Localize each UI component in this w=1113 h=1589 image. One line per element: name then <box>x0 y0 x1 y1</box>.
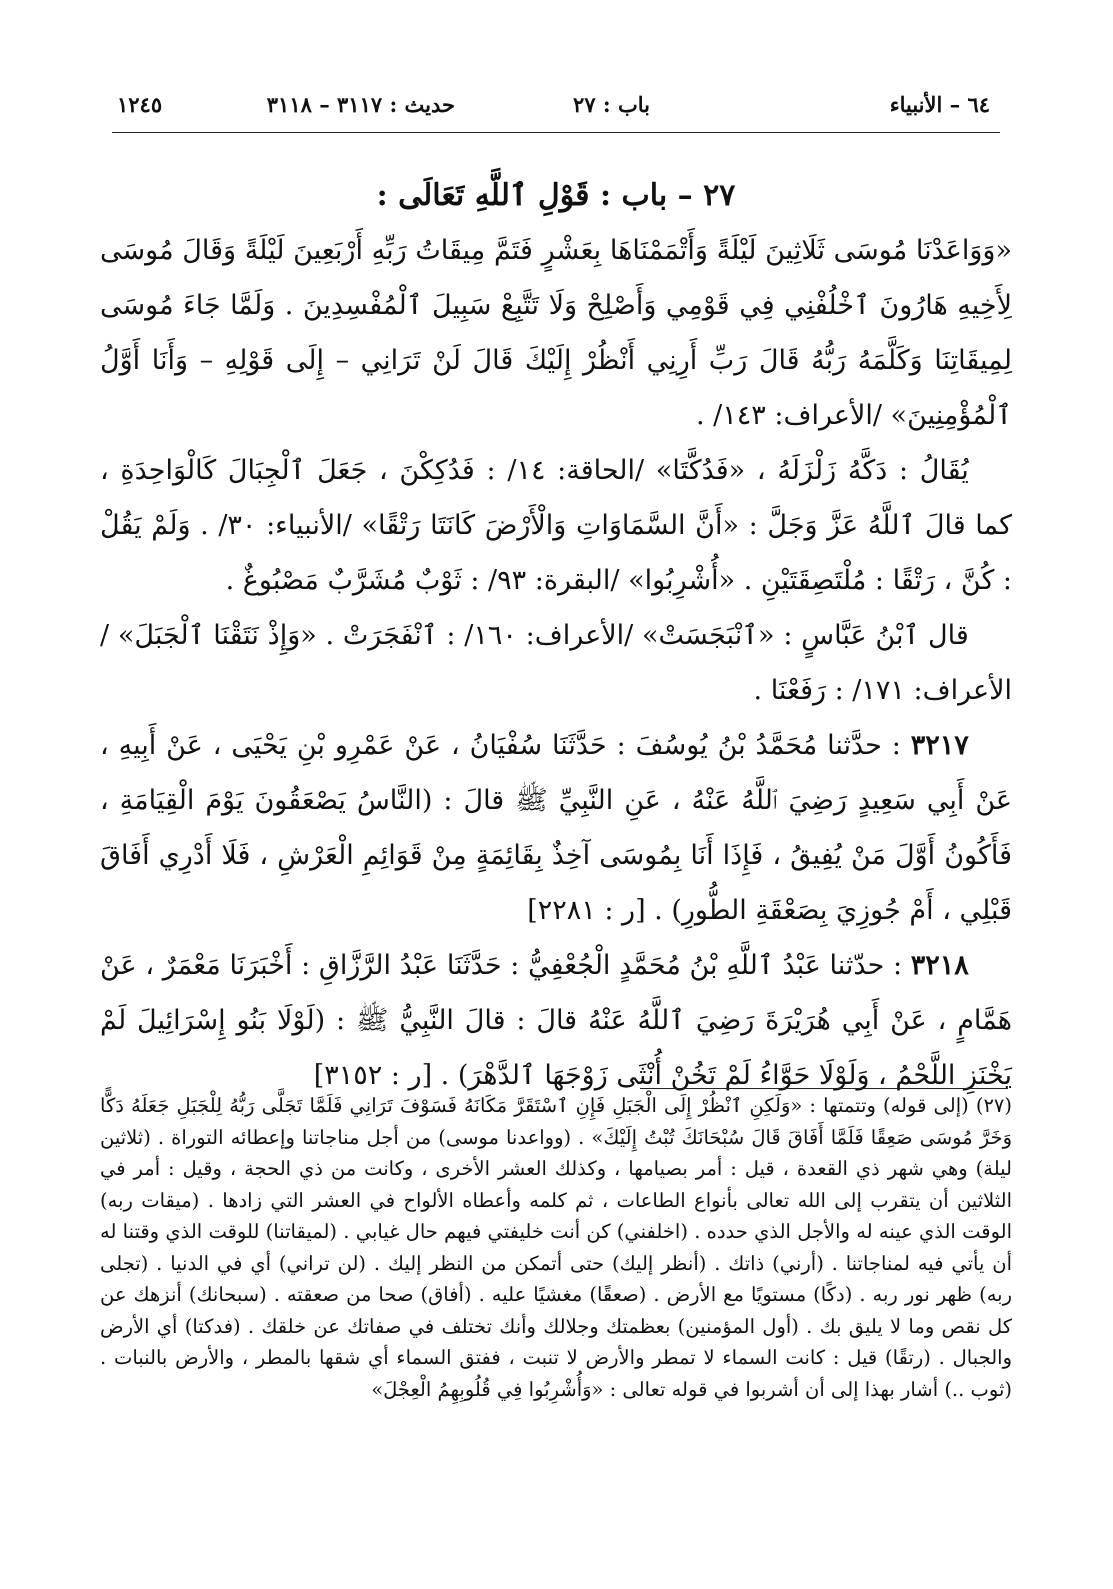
hadith-text: : حدّثنا عَبْدُ ٱللَّهِ بْنُ مُحَمَّدٍ الْجُعْفِيُّ : حَدَّثَنَا عَبْدُ الرَّزَّاقِ : أَخْبَرَنَا مَعْمَرٌ ، عَنْ هَمَّامٍ ، عَنْ أَبِي هُرَيْرَةَ رَضِيَ ٱللَّهُ عَنْهُ قالَ : قالَ النَّبِيُّ ﷺ : (لَوْلَا بَنُو إِسْرَائِيلَ لَمْ يَخْنَزِ اللَّحْمُ ، وَلَوْلَا حَوَّاءُ لَمْ تَخُنْ أُنْثَى زَوْجَهَا ٱلدَّهْرَ) . [ر : ٣١٥٢] <box>100 950 1012 1091</box>
header-chapter: ٦٤ – الأنبياء <box>889 92 990 117</box>
page-number: ١٢٤٥ <box>117 92 163 117</box>
hadith-text: : حدَّثنا مُحَمَّدُ بْنُ يُوسُفَ : حَدَّثَنَا سُفْيَانُ ، عَنْ عَمْرِو بْنِ يَحْيَى ، عَنْ أَبِيهِ ، عَنْ أَبِي سَعِيدٍ رَضِيَ ٱللَّهُ عَنْهُ ، عَنِ النَّبِيِّ ﷺ قالَ : (النَّاسُ يَصْعَقُونَ يَوْمَ الْقِيَامَةِ ، فَأَكُونُ أَوَّلَ مَنْ يُفِيقُ ، فَإِذَا أَنَا بِمُوسَى آخِذٌ بِقَائِمَةٍ مِنْ قَوَائِمِ الْعَرْشِ ، فَلَا أَدْرِي أَفَاقَ قَبْلِي ، أَمْ جُوزِيَ بِصَعْقَةِ الطُّورِ) . [ر : ٢٢٨١] <box>100 730 1012 926</box>
header-bab: باب : ٢٧ <box>573 92 650 117</box>
commentary-paragraph: قال ٱبْنُ عَبَّاسٍ : «ٱنْبَجَسَتْ» /الأعراف: ١٦٠/ : ٱنْفَجَرَتْ . «وَإِذْ نَتَقْنَا ٱلْجَبَلَ» /الأعراف: ١٧١/ : رَفَعْنَا . <box>100 620 1012 706</box>
hadith-number: ٣٢١٨ <box>910 950 969 981</box>
hadith-paragraph <box>100 718 1012 938</box>
footnote-text: (٢٧) (إلى قوله) وتتمتها : «وَلَكِنِ ٱنْظُرْ إِلَى الْجَبَلِ فَإِنِ ٱسْتَقَرَّ مَكَانَهُ فَسَوْفَ تَرَانِي فَلَمَّا تَجَلَّى رَبُّهُ لِلْجَبَلِ جَعَلَهُ دَكًّا وَخَرَّ مُوسَى صَعِقًا فَلَمَّا أَفَاقَ قَالَ سُبْحَانَكَ تُبْتُ إِلَيْكَ» . (وواعدنا موسى) من أجل مناجاتنا وإعطائه التوراة . (ثلاثين ليلة) وهي شهر ذي القعدة ، قيل : أمر بصيامها ، وكذلك العشر الأخرى ، وكانت من ذي الحجة ، وقيل : أمر في الثلاثين أن يتقرب إلى الله تعالى بأنواع الطاعات ، ثم كلمه وأعطاه الألواح في العشر التي زادها . (ميقات ربه) الوقت الذي عينه له والأجل الذي حدده . (اخلفني) كن أنت خليفتي فيهم حال غيابي . (لميقاتنا) للوقت الذي وقتنا له أن يأتي فيه لمناجاتنا . (أرني) ذاتك . (أنظر إليك) حتى أتمكن من النظر إليك . (لن تراني) أي في الدنيا . (تجلى ربه) ظهر نور ربه . (دكًا) مستويًا مع الأرض . (صعقًا) مغشيًا عليه . (أفاق) صحا من صعقته . (سبحانك) أنزهك عن كل نقص وما لا يليق بك . (أول المؤمنين) بعظمتك وجلالك وأنك تختلف في صفاتك عن خلقك . (فدكتا) أي الأرض والجبال . (رتقًا) قيل : كانت السماء لا تمطر والأرض لا تنبت ، ففتق السماء أي شقها بالمطر ، والأرض بالنبات . (ثوب ..) أشار بهذا إلى أن أشربوا في قوله تعالى : «وَأُشْرِبُوا فِي قُلُوبِهِمُ الْعِجْلَ» <box>100 1094 1012 1401</box>
chapter-title: ٢٧ – باب : قَوْلِ ٱللَّهِ تَعَالَى : <box>376 178 736 213</box>
main-text <box>100 168 1012 1103</box>
commentary-paragraph: يُقَالُ : دَكَّهُ زَلْزَلَهُ ، «فَدُكَّتَا» /الحاقة: ١٤/ : فَدُكِكْنَ ، جَعَلَ ٱلْجِبَالَ كَالْوَاحِدَةِ ، كما قالَ ٱللَّهُ عَزَّ وَجَلَّ : «أَنَّ السَّمَاوَاتِ وَالْأَرْضَ كَانَتَا رَتْقًا» /الأنبياء: ٣٠/ . وَلَمْ يَقُلْ : كُنَّ ، رَتْقًا : مُلْتَصِقَتَيْنِ . «أُشْرِبُوا» /البقرة: ٩٣/ : ثَوْبٌ مُشَرَّبٌ مَصْبُوغٌ . <box>100 455 1012 596</box>
page-header <box>112 88 1000 122</box>
footnote-divider <box>640 1088 1008 1089</box>
quran-verse: «وَوَاعَدْنَا مُوسَى ثَلَاثِينَ لَيْلَةً وَأَتْمَمْنَاهَا بِعَشْرٍ فَتَمَّ مِيقَاتُ رَبِّهِ أَرْبَعِينَ لَيْلَةً وَقَالَ مُوسَى لِأَخِيهِ هَارُونَ ٱخْلُفْنِي فِي قَوْمِي وَأَصْلِحْ وَلَا تَتَّبِعْ سَبِيلَ ٱلْمُفْسِدِينَ . وَلَمَّا جَاءَ مُوسَى لِمِيقَاتِنَا وَكَلَّمَهُ رَبُّهُ قَالَ رَبِّ أَرِنِي أَنْظُرْ إِلَيْكَ قَالَ لَنْ تَرَانِي – إِلَى قَوْلِهِ – وَأَنَا أَوَّلُ ٱلْمُؤْمِنِينَ» /الأعراف: ١٤٣/ . <box>100 235 1012 431</box>
hadith-number: ٣٢١٧ <box>910 730 969 761</box>
hadith-paragraph <box>100 938 1012 1103</box>
header-divider <box>112 132 1000 133</box>
footnotes <box>100 1090 1012 1405</box>
header-hadith-range: حديث : ٣١١٧ – ٣١١٨ <box>266 92 455 117</box>
